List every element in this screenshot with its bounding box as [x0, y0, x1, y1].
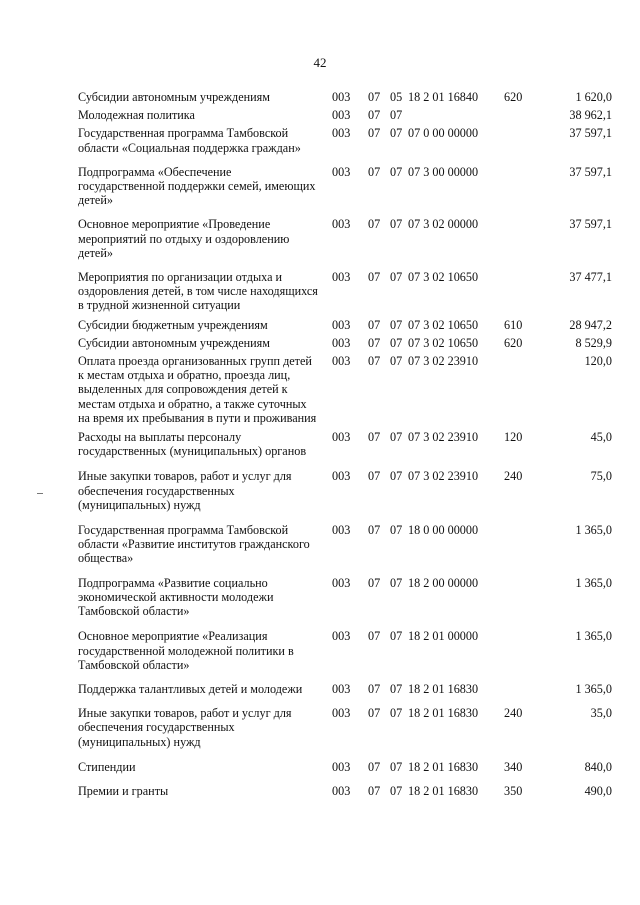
row-admin-code: 003: [332, 90, 351, 104]
row-target-article: 18 2 01 16840: [408, 90, 479, 104]
row-target-article: 18 2 00 00000: [408, 575, 479, 590]
row-section: 07: [368, 90, 381, 104]
row-amount: 37 597,1: [569, 164, 612, 179]
row-subsection: 07: [390, 783, 403, 798]
row-expense-type: 610: [504, 317, 523, 332]
table-row: [78, 682, 638, 696]
row-name: Иные закупки товаров, работ и услуг для обеспечения государственных (муниципальных) нужд: [78, 469, 292, 512]
table-row: [78, 523, 638, 566]
row-admin-code: 003: [332, 523, 351, 538]
row-subsection: 07: [390, 629, 403, 644]
row-admin-code: 003: [332, 164, 351, 179]
row-subsection: 07: [390, 523, 403, 538]
row-target-article: 18 2 01 16830: [408, 783, 479, 798]
row-target-article: 07 3 02 10650: [408, 335, 479, 350]
table-row: [78, 760, 638, 774]
row-amount: 45,0: [590, 430, 612, 445]
row-name: Основное мероприятие «Реализация государственной молодежной политики в Тамбовской области»: [78, 629, 294, 672]
row-expense-type: 620: [504, 335, 523, 350]
row-amount: 8 529,9: [575, 335, 612, 350]
row-target-article: 18 2 01 16830: [408, 759, 479, 774]
row-section: 07: [368, 575, 381, 590]
row-amount: 35,0: [590, 706, 612, 721]
row-admin-code: 003: [332, 108, 351, 123]
row-target-article: 07 3 00 00000: [408, 164, 479, 179]
row-admin-code: 003: [332, 335, 351, 350]
row-amount: 1 365,0: [575, 681, 612, 696]
row-admin-code: 003: [332, 681, 351, 696]
table-row: [78, 90, 638, 104]
row-target-article: 07 3 02 23910: [408, 354, 479, 369]
row-name: Подпрограмма «Развитие социально экономической активности молодежи Тамбовской области»: [78, 575, 274, 619]
row-subsection: 05: [390, 90, 403, 104]
row-section: 07: [368, 629, 381, 644]
row-target-article: 07 3 02 10650: [408, 317, 479, 332]
row-subsection: 07: [390, 430, 403, 445]
row-admin-code: 003: [332, 430, 351, 445]
row-expense-type: 120: [504, 430, 523, 445]
row-admin-code: 003: [332, 706, 351, 721]
row-amount: 37 597,1: [569, 217, 612, 232]
row-name: Субсидии бюджетным учреждениям: [78, 317, 268, 332]
row-amount: 840,0: [584, 759, 612, 774]
row-admin-code: 003: [332, 469, 351, 484]
row-target-article: 07 3 02 23910: [408, 469, 479, 484]
row-admin-code: 003: [332, 575, 351, 590]
row-section: 07: [368, 430, 381, 445]
row-section: 07: [368, 706, 381, 721]
row-subsection: 07: [390, 706, 403, 721]
row-name: Оплата проезда организованных групп детей к местам отдыха и обратно, проезда лиц, выделенных для сопровождения детей к местам отдыха и обратно, а также суточных на время их пребывания в пути и проживания: [78, 354, 317, 425]
row-amount: 37 597,1: [569, 126, 612, 141]
row-name: Государственная программа Тамбовской области «Развитие институтов гражданского общества»: [78, 523, 310, 566]
row-name: Субсидии автономным учреждениям: [78, 90, 270, 104]
row-amount: 37 477,1: [569, 270, 612, 285]
row-subsection: 07: [390, 217, 403, 232]
table-row: [78, 430, 638, 458]
row-target-article: 18 2 01 16830: [408, 681, 479, 696]
row-section: 07: [368, 759, 381, 774]
table-row: [78, 629, 638, 672]
row-name: Государственная программа Тамбовской области «Социальная поддержка граждан»: [78, 126, 301, 155]
row-expense-type: 340: [504, 759, 523, 774]
row-subsection: 07: [390, 108, 403, 123]
table-row: [78, 336, 638, 350]
table-row: [78, 469, 638, 512]
row-expense-type: 240: [504, 469, 523, 484]
row-section: 07: [368, 217, 381, 232]
table-row: [78, 706, 638, 749]
row-amount: 1 620,0: [575, 90, 612, 104]
row-admin-code: 003: [332, 317, 351, 332]
page-number: 42: [313, 55, 327, 70]
row-subsection: 07: [390, 354, 403, 369]
row-admin-code: 003: [332, 217, 351, 232]
row-name: Расходы на выплаты персоналу государственных (муниципальных) органов: [78, 430, 307, 459]
table-row: [78, 108, 638, 122]
row-target-article: 07 3 02 23910: [408, 430, 479, 445]
row-amount: 490,0: [584, 783, 612, 798]
row-name: Стипендии: [78, 759, 136, 774]
row-section: 07: [368, 108, 381, 123]
row-name: Премии и гранты: [78, 783, 169, 798]
row-target-article: 07 0 00 00000: [408, 126, 479, 141]
table-row: [78, 576, 638, 619]
row-expense-type: 240: [504, 706, 523, 721]
row-admin-code: 003: [332, 629, 351, 644]
row-subsection: 07: [390, 575, 403, 590]
row-name: Основное мероприятие «Проведение мероприятий по отдыху и оздоровлению детей»: [78, 217, 290, 260]
table-row: [78, 165, 638, 208]
row-subsection: 07: [390, 335, 403, 350]
row-name: Иные закупки товаров, работ и услуг для обеспечения государственных (муниципальных) нужд: [78, 706, 292, 749]
row-subsection: 07: [390, 759, 403, 774]
row-subsection: 07: [390, 126, 403, 141]
row-name: Молодежная политика: [78, 108, 195, 123]
table-row: [78, 318, 638, 332]
row-admin-code: 003: [332, 126, 351, 141]
budget-table: [78, 90, 638, 798]
row-section: 07: [368, 783, 381, 798]
row-amount: 120,0: [584, 354, 612, 369]
row-target-article: 18 2 01 00000: [408, 629, 479, 644]
row-amount: 1 365,0: [575, 523, 612, 538]
row-admin-code: 003: [332, 759, 351, 774]
row-amount: 38 962,1: [569, 108, 612, 123]
row-subsection: 07: [390, 469, 403, 484]
row-admin-code: 003: [332, 354, 351, 369]
table-row: [78, 354, 638, 425]
row-expense-type: 350: [504, 783, 523, 798]
row-section: 07: [368, 335, 381, 350]
row-section: 07: [368, 317, 381, 332]
row-section: 07: [368, 681, 381, 696]
row-section: 07: [368, 126, 381, 141]
row-name: Поддержка талантливых детей и молодежи: [78, 681, 303, 696]
row-amount: 1 365,0: [575, 629, 612, 644]
row-subsection: 07: [390, 270, 403, 285]
row-subsection: 07: [390, 164, 403, 179]
table-row: [78, 784, 638, 798]
table-row: [78, 270, 638, 313]
row-target-article: 07 3 02 10650: [408, 270, 479, 285]
row-section: 07: [368, 354, 381, 369]
row-target-article: 18 0 00 00000: [408, 523, 479, 538]
table-row: [78, 217, 638, 260]
margin-mark: [37, 493, 43, 494]
row-subsection: 07: [390, 681, 403, 696]
row-section: 07: [368, 270, 381, 285]
row-name: Мероприятия по организации отдыха и оздоровления детей, в том числе находящихся в трудной жизненной ситуации: [78, 270, 318, 313]
row-section: 07: [368, 469, 381, 484]
row-admin-code: 003: [332, 783, 351, 798]
row-amount: 75,0: [590, 469, 612, 484]
row-admin-code: 003: [332, 270, 351, 285]
row-name: Субсидии автономным учреждениям: [78, 335, 270, 350]
row-amount: 28 947,2: [569, 317, 612, 332]
row-section: 07: [368, 523, 381, 538]
row-target-article: 18 2 01 16830: [408, 706, 479, 721]
row-subsection: 07: [390, 317, 403, 332]
row-expense-type: 620: [504, 90, 523, 104]
row-section: 07: [368, 164, 381, 179]
table-row: [78, 126, 638, 154]
row-target-article: 07 3 02 00000: [408, 217, 479, 232]
row-amount: 1 365,0: [575, 575, 612, 590]
row-name: Подпрограмма «Обеспечение государственной поддержки семей, имеющих детей»: [78, 164, 316, 208]
